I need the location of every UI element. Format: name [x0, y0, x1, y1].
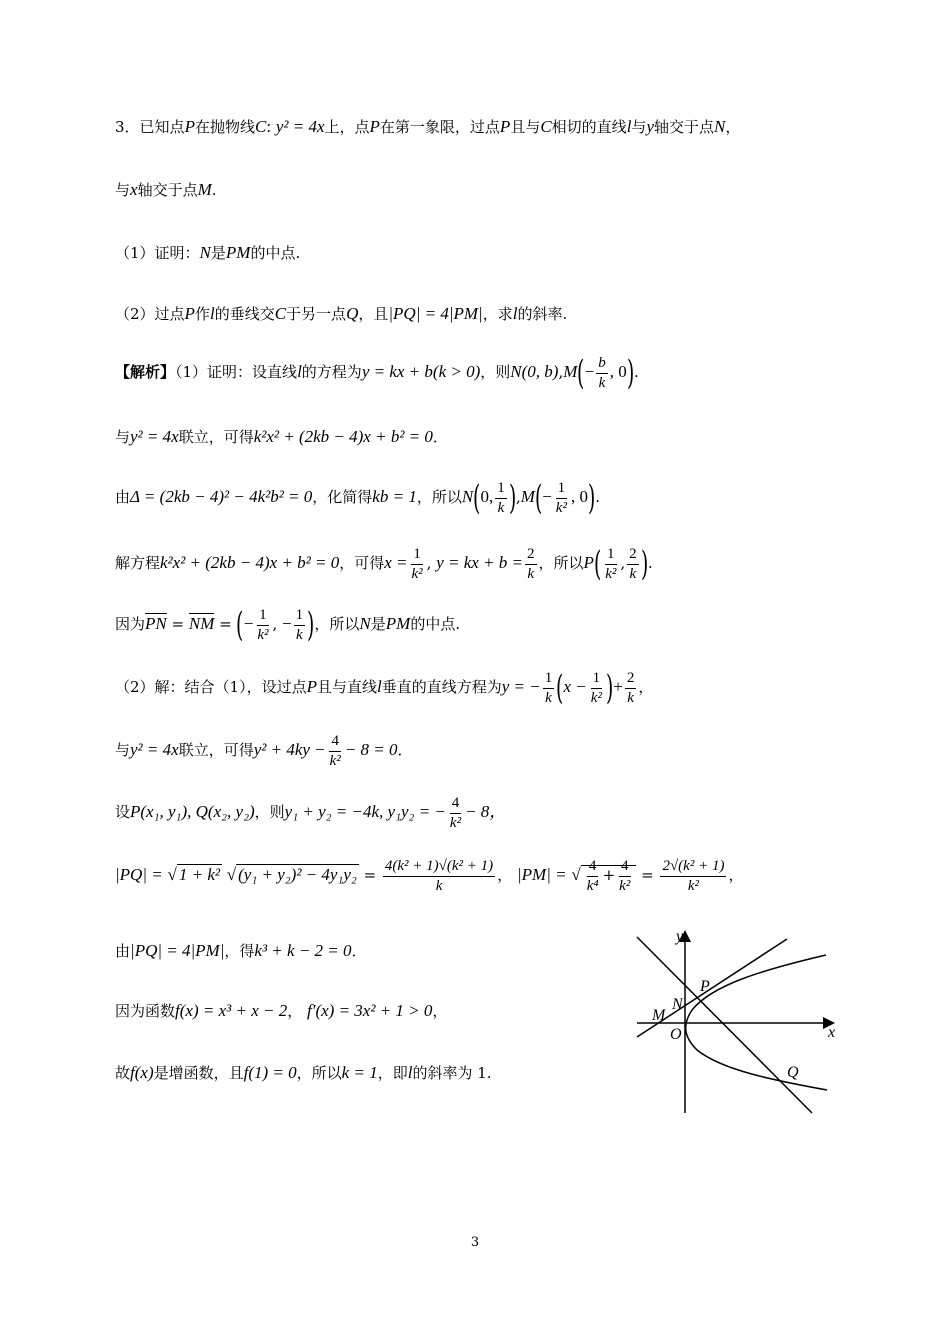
solution-line-11: 因为函数f(x) = x³ + x − 2， f′(x) = 3x² + 1 > 0，: [115, 1001, 448, 1020]
solution-line-2: 与y² = 4x联立，可得k²x² + (2kb − 4)x + b² = 0．: [115, 427, 448, 446]
solution-line-7: 与y² = 4x联立，可得y² + 4ky − $\frac{4}{\text{k²}}$ − 8 = 0．: [115, 733, 413, 769]
perpendicular-line: [637, 937, 812, 1113]
label-M: M: [652, 1007, 666, 1024]
label-P: P: [700, 978, 710, 995]
label-Q: Q: [787, 1064, 799, 1081]
part-1-question: （1）证明：N是PM的中点.: [115, 243, 301, 262]
label-N: N: [672, 996, 683, 1013]
solution-line-6: （2）解：结合（1），设过点P且与直线l垂直的直线方程为y = − $\frac{1}{k}$ (x − $\frac{1}{\text{k²}}$ )+ $\frac{2}{k}$ ，: [115, 668, 654, 708]
part-2-question: （2）过点P作l的垂线交C于另一点Q，且|PQ| = 4|PM|，求l的斜率.: [115, 304, 568, 323]
solution-line-9: |PQ| = √ 1 + k² √ (y₁ + y₂)² − 4y₁y₂ = $\frac{\text{4(k² + 1)√(k² + 1)}}{k}$ ， |PM| = √ $\frac{4}{\text{k⁴}}$ + $\frac{4}{\text{k²}}$ = $\frac{\text{2√(k² + 1)}}{\text{k²}}$ ，: [115, 858, 744, 894]
problem-line-1: 3．已知点P在抛物线C: y² = 4x上，点P在第一象限，过点P且与C相切的直线l与y轴交于点N，: [115, 117, 741, 136]
label-O: O: [670, 1026, 682, 1043]
solution-line-5: 因为PN = NM = (− $\frac{1}{\text{k²}}$ , − $\frac{1}{k}$ )，所以N是PM的中点.: [115, 605, 461, 645]
problem-line-2: 与x轴交于点M.: [115, 180, 217, 199]
page-number: 3: [470, 1235, 480, 1250]
solution-line-1: 【解析】（1）证明：设直线l的方程为y = kx + b(k > 0)，则N(0, b),M(− $\frac{b}{k}$ , 0).: [115, 353, 639, 393]
parabola-figure: [632, 925, 842, 1117]
label-y: y: [676, 928, 684, 945]
solution-line-8: 设P(x₁, y₁), Q(x₂, y₂)，则y₁ + y₂ = −4k, y₁y₂ = − $\frac{4}{\text{k²}}$ − 8，: [115, 795, 507, 831]
solution-line-10: 由|PQ| = 4|PM|，得k³ + k − 2 = 0．: [115, 941, 367, 960]
solution-line-3: 由Δ = (2kb − 4)² − 4k²b² = 0，化简得kb = 1，所以N(0, $\frac{1}{k}$ ),M(− $\frac{1}{\text{k²}}$ , 0).: [115, 478, 600, 518]
label-x: x: [828, 1024, 836, 1041]
solution-line-12: 故f(x)是增函数，且f(1) = 0，所以k = 1，即l的斜率为 1.: [115, 1063, 492, 1082]
solution-line-4: 解方程k²x² + (2kb − 4)x + b² = 0，可得x = $\frac{1}{\text{k²}}$ , y = kx + b = $\frac{2}{k}$ ，所以P( $\frac{1}{\text{k²}}$ , $\frac{2}{k}$ ).: [115, 544, 653, 584]
